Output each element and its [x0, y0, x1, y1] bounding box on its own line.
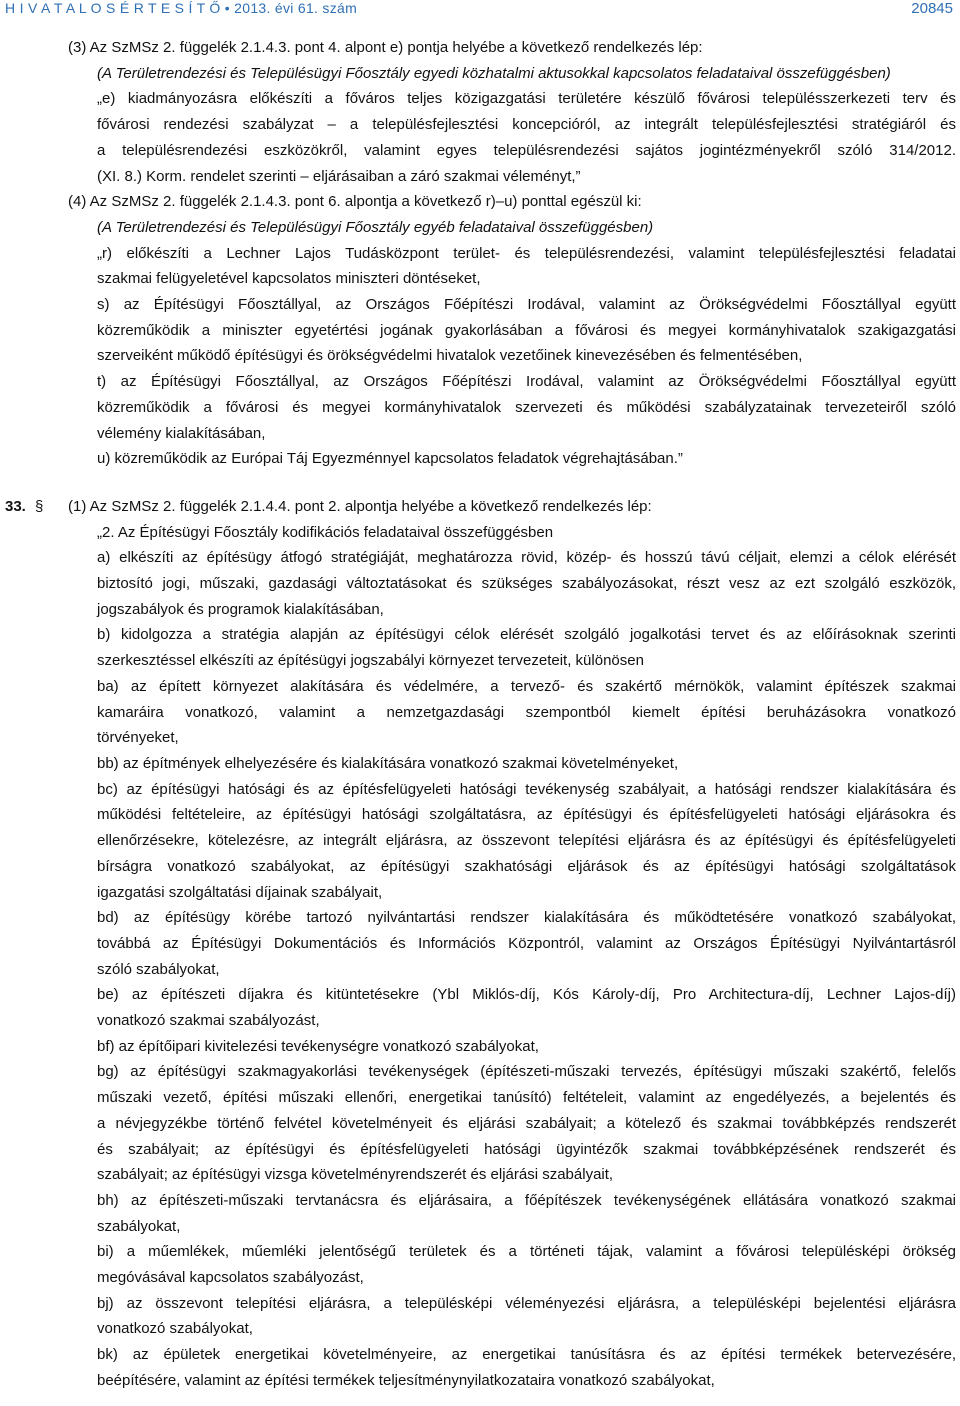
text-line: a településrendezési eszközökről, valamint egyes településrendezési sajátos jogintézményekről szóló 314/2012.: [97, 141, 956, 159]
text-line: t) az Építésügyi Főosztállyal, az Országos Főépítészi Irodával, valamint az Örökségvédelmi Főosztállyal együtt: [97, 373, 956, 391]
text-line: bj) az összevont telepítési eljárásra, a településképi véleményezési eljárásra, a településképi bejelentési eljárásra: [97, 1294, 956, 1312]
page-number: 20845: [911, 0, 953, 17]
text-line: jogszabályok és programok kialakításában,: [97, 600, 384, 618]
text-line: vélemény kialakításában,: [97, 424, 266, 442]
text-line: szóló szabályokat,: [97, 960, 220, 978]
text-line: u) közreműködik az Európai Táj Egyezménnyel kapcsolatos feladatok végrehajtásában.”: [97, 450, 683, 468]
text-line: ba) az épített környezet alakítására és védelmére, a tervező- és szakértő mérnökök, valamint építészek szakmai: [97, 677, 956, 695]
text-line: és szabályait; az építésügyi és építésfelügyeleti hatósági ügyintézők szakmai továbbképzésének rendszerét és: [97, 1140, 956, 1158]
text-line: továbbá az Építésügyi Dokumentációs és Információs Központról, valamint az Országos Építésügyi Nyilvántartásról: [97, 934, 956, 952]
text-line: vonatkozó szabályokat,: [97, 1320, 253, 1338]
italic-context: (A Területrendezési és Településügyi Főosztály egyedi közhatalmi aktusokkal kapcsolatos feladataival összefüggésben): [97, 64, 891, 82]
text-line: igazgatási szolgáltatási díjainak szabályait,: [97, 883, 383, 901]
text-line: szerveiként működő építésügyi és örökségvédelmi hivatalok vezetőinek kinevezésében és felmentésében,: [97, 347, 803, 365]
text-line: a) elkészíti az építésügy átfogó stratégiáját, meghatározza rövid, közép- és hosszú távú céljait, elemzi a célok elérését: [97, 549, 956, 567]
text-line: szabályokat,: [97, 1217, 181, 1235]
section-gap: [0, 472, 960, 494]
italic-context: (A Területrendezési és Településügyi Főosztály egyéb feladataival összefüggésben): [97, 218, 654, 236]
text-line: „r) előkészíti a Lechner Lajos Tudásközpont terület- és településrendezési, valamint településfejlesztési feladatai: [97, 244, 956, 262]
text-line: „2. Az Építésügyi Főosztály kodifikációs feladataival összefüggésben: [97, 523, 554, 541]
text-line: megóvásával kapcsolatos szabályozást,: [97, 1269, 364, 1287]
text-line: bd) az építésügy körébe tartozó nyilvántartási rendszer kialakítására és működtetésére vonatkozó szabályokat,: [97, 909, 956, 927]
paragraph-heading: (4) Az SzMSz 2. függelék 2.1.4.3. pont 6. alpontja a következő r)–u) ponttal egészül ki:: [68, 193, 642, 211]
text-line: vonatkozó szakmai szabályozást,: [97, 1012, 320, 1030]
text-line: be) az építészeti díjakra és kitüntetésekre (Ybl Miklós-díj, Kós Károly-díj, Pro Architectura-díj, Lechner Lajos-díj): [97, 986, 956, 1004]
section-33: [0, 494, 960, 520]
text-line: műszaki vezető, építési műszaki ellenőri, energetikai tanúsító) feltételeit, valamint az engedélyezés, a bejelentés és: [97, 1089, 956, 1107]
text-line: bírságra vonatkozó szabályokat, az építésügyi szakhatósági eljárások és az építésügyi hatósági szolgáltatások: [97, 857, 956, 875]
text-line: fővárosi rendezési szabályzat – a településfejlesztési koncepcióról, az integrált településfejlesztési stratégiáról és: [97, 116, 956, 134]
text-line: törvényeket,: [97, 729, 179, 747]
section-sign: §: [35, 497, 44, 515]
text-line: működési feltételeire, az építésügyi hatósági szolgáltatásra, az építésügyi és építésfelügyeleti hatósági eljárásokra és: [97, 806, 956, 824]
text-line: beépítésére, valamint az építési termékek teljesítménynyilatkozataira vonatkozó szabályokat,: [97, 1371, 715, 1389]
text-line: „e) kiadmányozásra előkészíti a főváros teljes közigazgatási területére készülő fővárosi településszerkezeti terv és: [97, 90, 956, 108]
text-line: szerkesztéssel elkészíti az építésügyi jogszabályi környezet tervezeteit, különösen: [97, 652, 644, 670]
text-line: bf) az építőipari kivitelezési tevékenységre vonatkozó szabályokat,: [97, 1037, 539, 1055]
text-line: bh) az építészeti-műszaki tervtanácsra és eljárásaira, a főépítészek tevékenységének ellátására vonatkozó szakmai: [97, 1191, 956, 1209]
text-line: bk) az épületek energetikai követelményeire, az energetikai tanúsításra és az építési termékek betervezésére,: [97, 1346, 956, 1364]
paragraph-heading: (1) Az SzMSz 2. függelék 2.1.4.4. pont 2. alpontja helyébe a következő rendelkezés lép:: [68, 497, 652, 515]
text-line: bb) az építmények elhelyezésére és kialakítására vonatkozó szakmai követelményeket,: [97, 754, 679, 772]
text-line: ellenőrzésekre, kötelezésre, az integrált eljárásra, az összevont telepítési eljárásra és az építésügyi és építésfelügyeleti: [97, 832, 956, 850]
section-number: 33.: [5, 497, 26, 515]
text-line: szabályait; az építésügyi vizsga követelményrendszerét és eljárási szabályait,: [97, 1166, 614, 1184]
text-line: a névjegyzékbe történő felvétel követelményeit és eljárási szabályait; a kötelező és szakmai továbbképzés rendszerét: [97, 1114, 956, 1132]
text-line: közreműködik a miniszter egyetértési jogának gyakorlásában a fővárosi és megyei kormányhivatalok szakigazgatási: [97, 321, 956, 339]
text-line: bi) a műemlékek, műemléki jelentőségű területek és a történeti tájak, valamint a fővárosi településképi örökség: [97, 1243, 956, 1261]
text-line: (XI. 8.) Korm. rendelet szerinti – eljárásaiban a záró szakmai véleményt,”: [97, 167, 581, 185]
text-line: s) az Építésügyi Főosztállyal, az Országos Főépítészi Irodával, valamint az Örökségvédelmi Főosztállyal együtt: [97, 296, 956, 314]
text-line: közreműködik a fővárosi és megyei kormányhivatalok szervezeti és működési szabályzatainak tervezeteiről szóló: [97, 398, 956, 416]
paragraph-heading: (3) Az SzMSz 2. függelék 2.1.4.3. pont 4. alpont e) pontja helyébe a következő rendelkezés lép:: [68, 39, 703, 56]
text-line: bg) az építésügyi szakmagyakorlási tevékenységek (építészeti-műszaki tervezés, építésügyi műszaki szakértő, felelős: [97, 1063, 956, 1081]
text-line: b) kidolgozza a stratégia alapján az építésügyi célok elérését szolgáló jogalkotási tervet és az előírásoknak szerinti: [97, 626, 956, 644]
page-header: [0, 0, 960, 20]
text-line: bc) az építésügyi hatósági és az építésfelügyeleti hatósági tevékenység szabályait, a hatósági rendszer kialakítására és: [97, 780, 956, 798]
publication-title: H I V A T A L O S É R T E S Í T Ő • 2013. évi 61. szám: [5, 0, 358, 16]
text-line: kamaráira vonatkozó, valamint a nemzetgazdasági szempontból kiemelt építési beruházásokra vonatkozó: [97, 703, 956, 721]
document-body: [0, 35, 960, 1394]
text-line: biztosító jogi, műszaki, gazdasági változtatásokat és szükséges szabályozásokat, részt vesz az ezt szolgáló eszközök,: [97, 575, 956, 593]
text-line: szakmai felügyeletével kapcsolatos miniszteri döntéseket,: [97, 270, 481, 288]
